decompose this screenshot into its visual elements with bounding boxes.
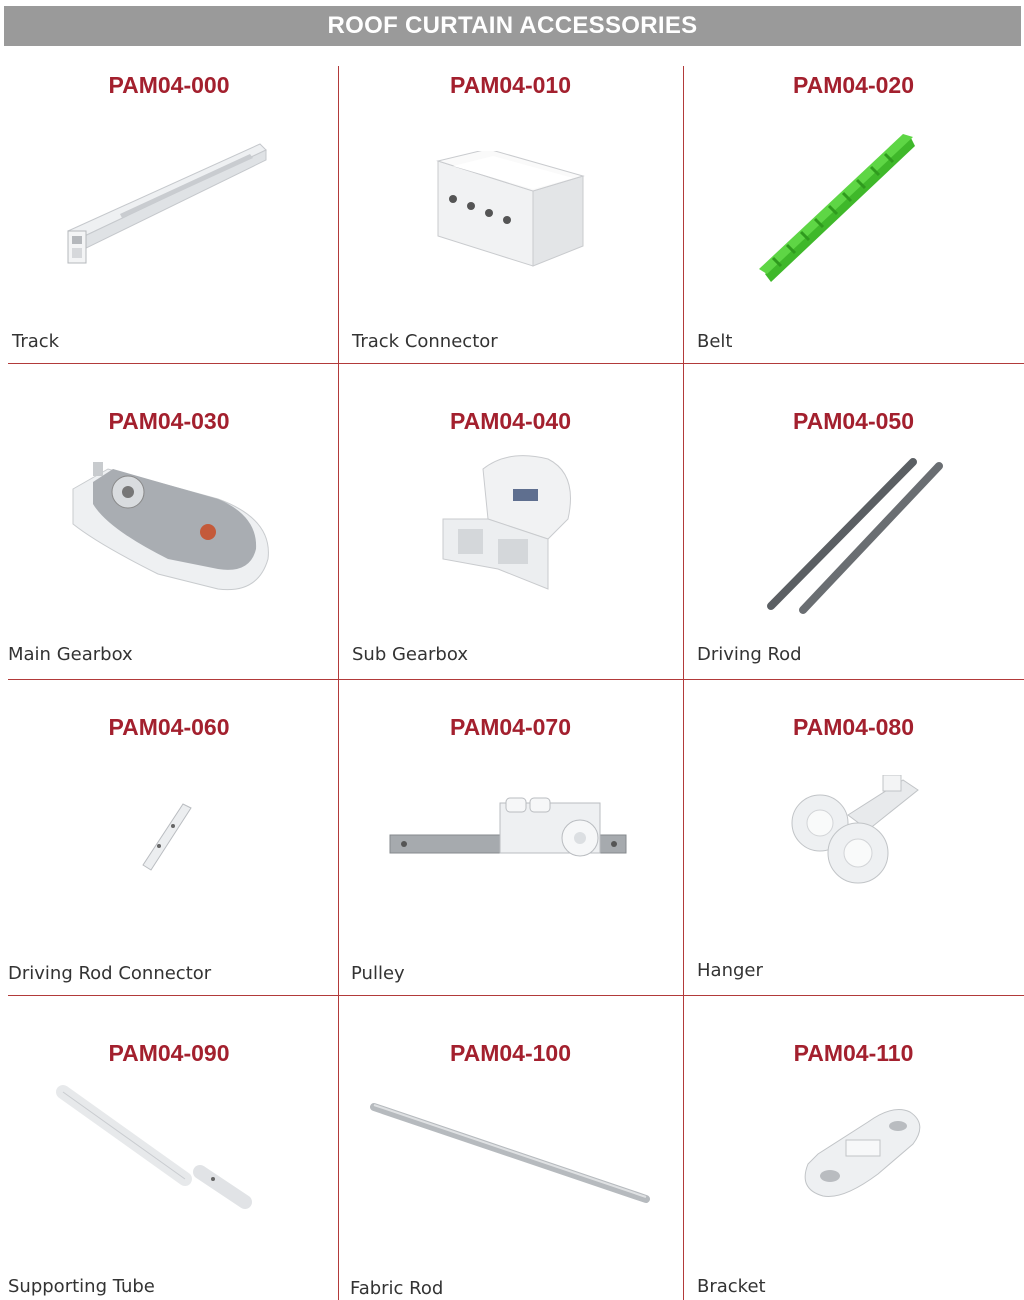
product-code: PAM04-030: [108, 408, 230, 434]
page-title-bar: [4, 6, 1021, 46]
product-card-track: [0, 66, 338, 363]
product-name: Hanger: [697, 960, 763, 981]
product-name: Fabric Rod: [350, 1278, 444, 1299]
product-card-belt: [683, 66, 1024, 363]
product-code: PAM04-020: [792, 72, 915, 98]
product-code: PAM04-100: [449, 1040, 572, 1066]
belt-image: [753, 134, 923, 289]
product-code: PAM04-050: [792, 408, 915, 434]
product-card-main-gearbox: [0, 364, 338, 679]
product-name: Pulley: [351, 963, 405, 984]
page-title: ROOF CURTAIN ACCESSORIES: [327, 12, 698, 39]
driving-rod-image: [763, 454, 943, 614]
fabric-rod-image: [368, 1101, 653, 1206]
product-card-sub-gearbox: [338, 364, 683, 679]
product-card-bracket: [683, 996, 1024, 1300]
product-code: PAM04-000: [108, 72, 230, 98]
product-code: PAM04-010: [449, 72, 572, 98]
product-card-track-connector: [338, 66, 683, 363]
main-gearbox-image: [68, 444, 278, 604]
track-image: [60, 136, 270, 271]
product-name: Track: [12, 331, 60, 352]
product-card-hanger: [683, 680, 1024, 995]
bracket-image: [798, 1104, 928, 1204]
supporting-tube-image: [55, 1084, 255, 1214]
product-card-pulley: [338, 680, 683, 995]
product-name: Driving Rod: [697, 644, 802, 665]
driving-rod-connector-image: [135, 800, 195, 875]
product-card-driving-rod: [683, 364, 1024, 679]
product-card-driving-rod-connector: [0, 680, 338, 995]
product-name: Bracket: [697, 1276, 766, 1297]
product-card-supporting-tube: [0, 996, 338, 1300]
pulley-image: [388, 795, 628, 865]
product-name: Main Gearbox: [8, 644, 133, 665]
product-code: PAM04-080: [792, 714, 915, 740]
product-name: Belt: [697, 331, 733, 352]
product-code: PAM04-060: [108, 714, 230, 740]
sub-gearbox-image: [438, 449, 588, 599]
hanger-image: [788, 775, 928, 905]
product-name: Supporting Tube: [8, 1276, 155, 1297]
product-name: Sub Gearbox: [352, 644, 468, 665]
product-code: PAM04-040: [449, 408, 572, 434]
product-code: PAM04-070: [449, 714, 572, 740]
product-code: PAM04-110: [793, 1040, 914, 1066]
product-card-fabric-rod: [338, 996, 683, 1300]
product-code: PAM04-090: [108, 1040, 230, 1066]
track-connector-image: [433, 151, 593, 276]
product-name: Driving Rod Connector: [8, 963, 212, 984]
product-name: Track Connector: [352, 331, 498, 352]
